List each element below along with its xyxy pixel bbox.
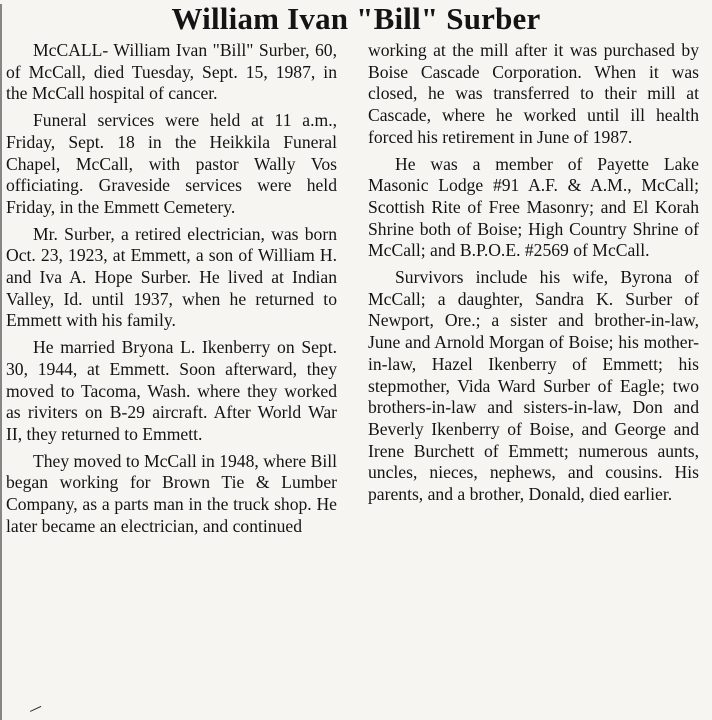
paragraph-death-notice: McCALL- William Ivan "Bill" Surber, 60, of McCall, died Tuesday, Sept. 15, 1987, in the McCall hospital of cancer. [6,40,337,104]
paragraph-funeral-services: Funeral services were held at 11 a.m., Friday, Sept. 18 in the Heikkila Funeral Chapel, McCall, with pastor Wally Vos officiating. Graveside services were held Friday, in the Emmett Cemetery. [6,110,337,217]
scissor-cut-mark [30,706,45,719]
paragraph-marriage: He married Bryona L. Ikenberry on Sept. 30, 1944, at Emmett. Soon afterward, they moved to Tacoma, Wash. where they worked as riviters on B-29 aircraft. After World War II, they returned to Emmett. [6,337,337,444]
paragraph-career-start: They moved to McCall in 1948, where Bill began working for Brown Tie & Lumber Company, as a parts man in the truck shop. He later became an electrician, and continued [6,450,337,536]
paragraph-career-continued: working at the mill after it was purchased by Boise Cascade Corporation. When it was closed, he was transferred to their mill at Cascade, where he worked until ill health forced his retirement in June of 1987. [368,40,699,147]
paragraph-survivors: Survivors include his wife, Byrona of McCall; a daughter, Sandra K. Surber of Newport, Ore.; a sister and brother-in-law, June and Arnold Morgan of Boise; his mother-in-law, Hazel Ikenberry of Emmett; his stepmother, Vida Ward Surber of Eagle; two brothers-in-law and sisters-in-law, Don and Beverly Ikenberry of Boise, and George and Irene Burchett of Emmett; numerous aunts, uncles, nieces, nephews, and cousins. His parents, and a brother, Donald, died earlier. [368,267,699,505]
paragraph-memberships: He was a member of Payette Lake Masonic Lodge #91 A.F. & A.M., McCall; Scottish Rite of Free Masonry; and El Korah Shrine both of Boise; High Country Shrine of McCall; and B.P.O.E. #2569 of McCall. [368,153,699,261]
left-border-line [0,4,2,720]
left-text-column [6,40,337,542]
paragraph-birth-history: Mr. Surber, a retired electrician, was born Oct. 23, 1923, at Emmett, a son of William H. and Iva A. Hope Surber. He lived at Indian Valley, Id. until 1937, when he returned to Emmett with his family. [6,223,337,331]
right-text-column [368,40,699,511]
obituary-headline: William Ivan "Bill" Surber [171,1,541,36]
